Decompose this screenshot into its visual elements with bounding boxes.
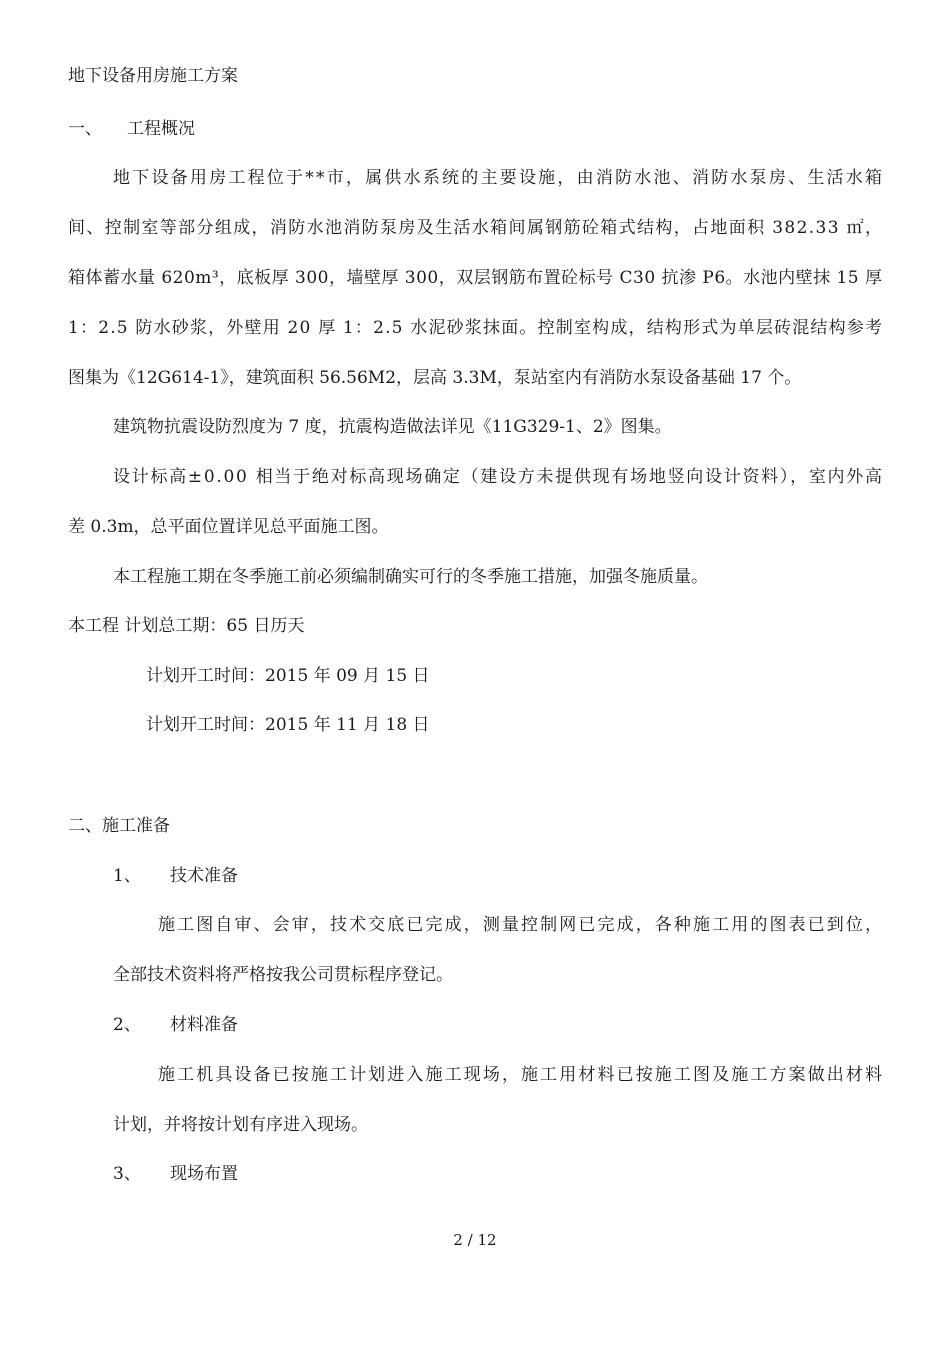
para1-line4: 1：2.5 防水砂浆，外壁用 20 厚 1：2.5 水泥砂浆抹面。控制室构成，结构形式为单层砖混结构参考 [68, 318, 884, 338]
item2-number: 2、 [113, 1015, 141, 1035]
para1-line3: 箱体蓄水量 620m³，底板厚 300，墙壁厚 300，双层钢筋布置砼标号 C30 抗渗 P6。水池内壁抹 15 厚 [68, 268, 883, 288]
item1-line2: 全部技术资料将严格按我公司贯标程序登记。 [113, 965, 453, 985]
section2-title: 二、施工准备 [68, 816, 170, 836]
para1-line1: 地下设备用房工程位于**市，属供水系统的主要设施，由消防水池、消防水泵房、生活水箱 [113, 168, 885, 188]
page-number: 2 / 12 [453, 1231, 497, 1249]
item1-line1: 施工图自审、会审，技术交底已完成，测量控制网已完成，各种施工用的图表已到位， [158, 915, 885, 935]
para1-line5: 图集为《12G614-1》，建筑面积 56.56M2，层高 3.3M，泵站室内有消防水泵设备基础 17 个。 [68, 368, 802, 388]
section1-title: 工程概况 [127, 119, 195, 139]
para1-line2: 间、控制室等部分组成，消防水池消防泵房及生活水箱间属钢筋砼箱式结构，占地面积 382.33 ㎡， [68, 218, 884, 238]
section1-number: 一、 [68, 119, 102, 139]
schedule-end: 计划开工时间：2015 年 11 月 18 日 [146, 715, 430, 735]
item2-title: 材料准备 [170, 1015, 238, 1035]
doc-title: 地下设备用房施工方案 [68, 66, 238, 86]
schedule-start: 计划开工时间：2015 年 09 月 15 日 [146, 666, 430, 686]
item2-line2: 计划，并将按计划有序进入现场。 [113, 1115, 368, 1135]
item3-number: 3、 [113, 1164, 141, 1184]
item1-title: 技术准备 [170, 866, 238, 886]
para3-line1: 设计标高±0.00 相当于绝对标高现场确定（建设方未提供现有场地竖向设计资料），室内外高 [113, 467, 884, 487]
para2: 建筑物抗震设防烈度为 7 度，抗震构造做法详见《11G329-1、2》图集。 [113, 417, 672, 437]
item2-line1: 施工机具设备已按施工计划进入施工现场，施工用材料已按施工图及施工方案做出材料 [158, 1065, 885, 1085]
para3-line2: 差 0.3m，总平面位置详见总平面施工图。 [68, 517, 389, 537]
para4: 本工程施工期在冬季施工前必须编制确实可行的冬季施工措施，加强冬施质量。 [113, 567, 708, 587]
item1-number: 1、 [113, 866, 141, 886]
schedule-total: 本工程 计划总工期：65 日历天 [68, 616, 305, 636]
item3-title: 现场布置 [170, 1164, 238, 1184]
